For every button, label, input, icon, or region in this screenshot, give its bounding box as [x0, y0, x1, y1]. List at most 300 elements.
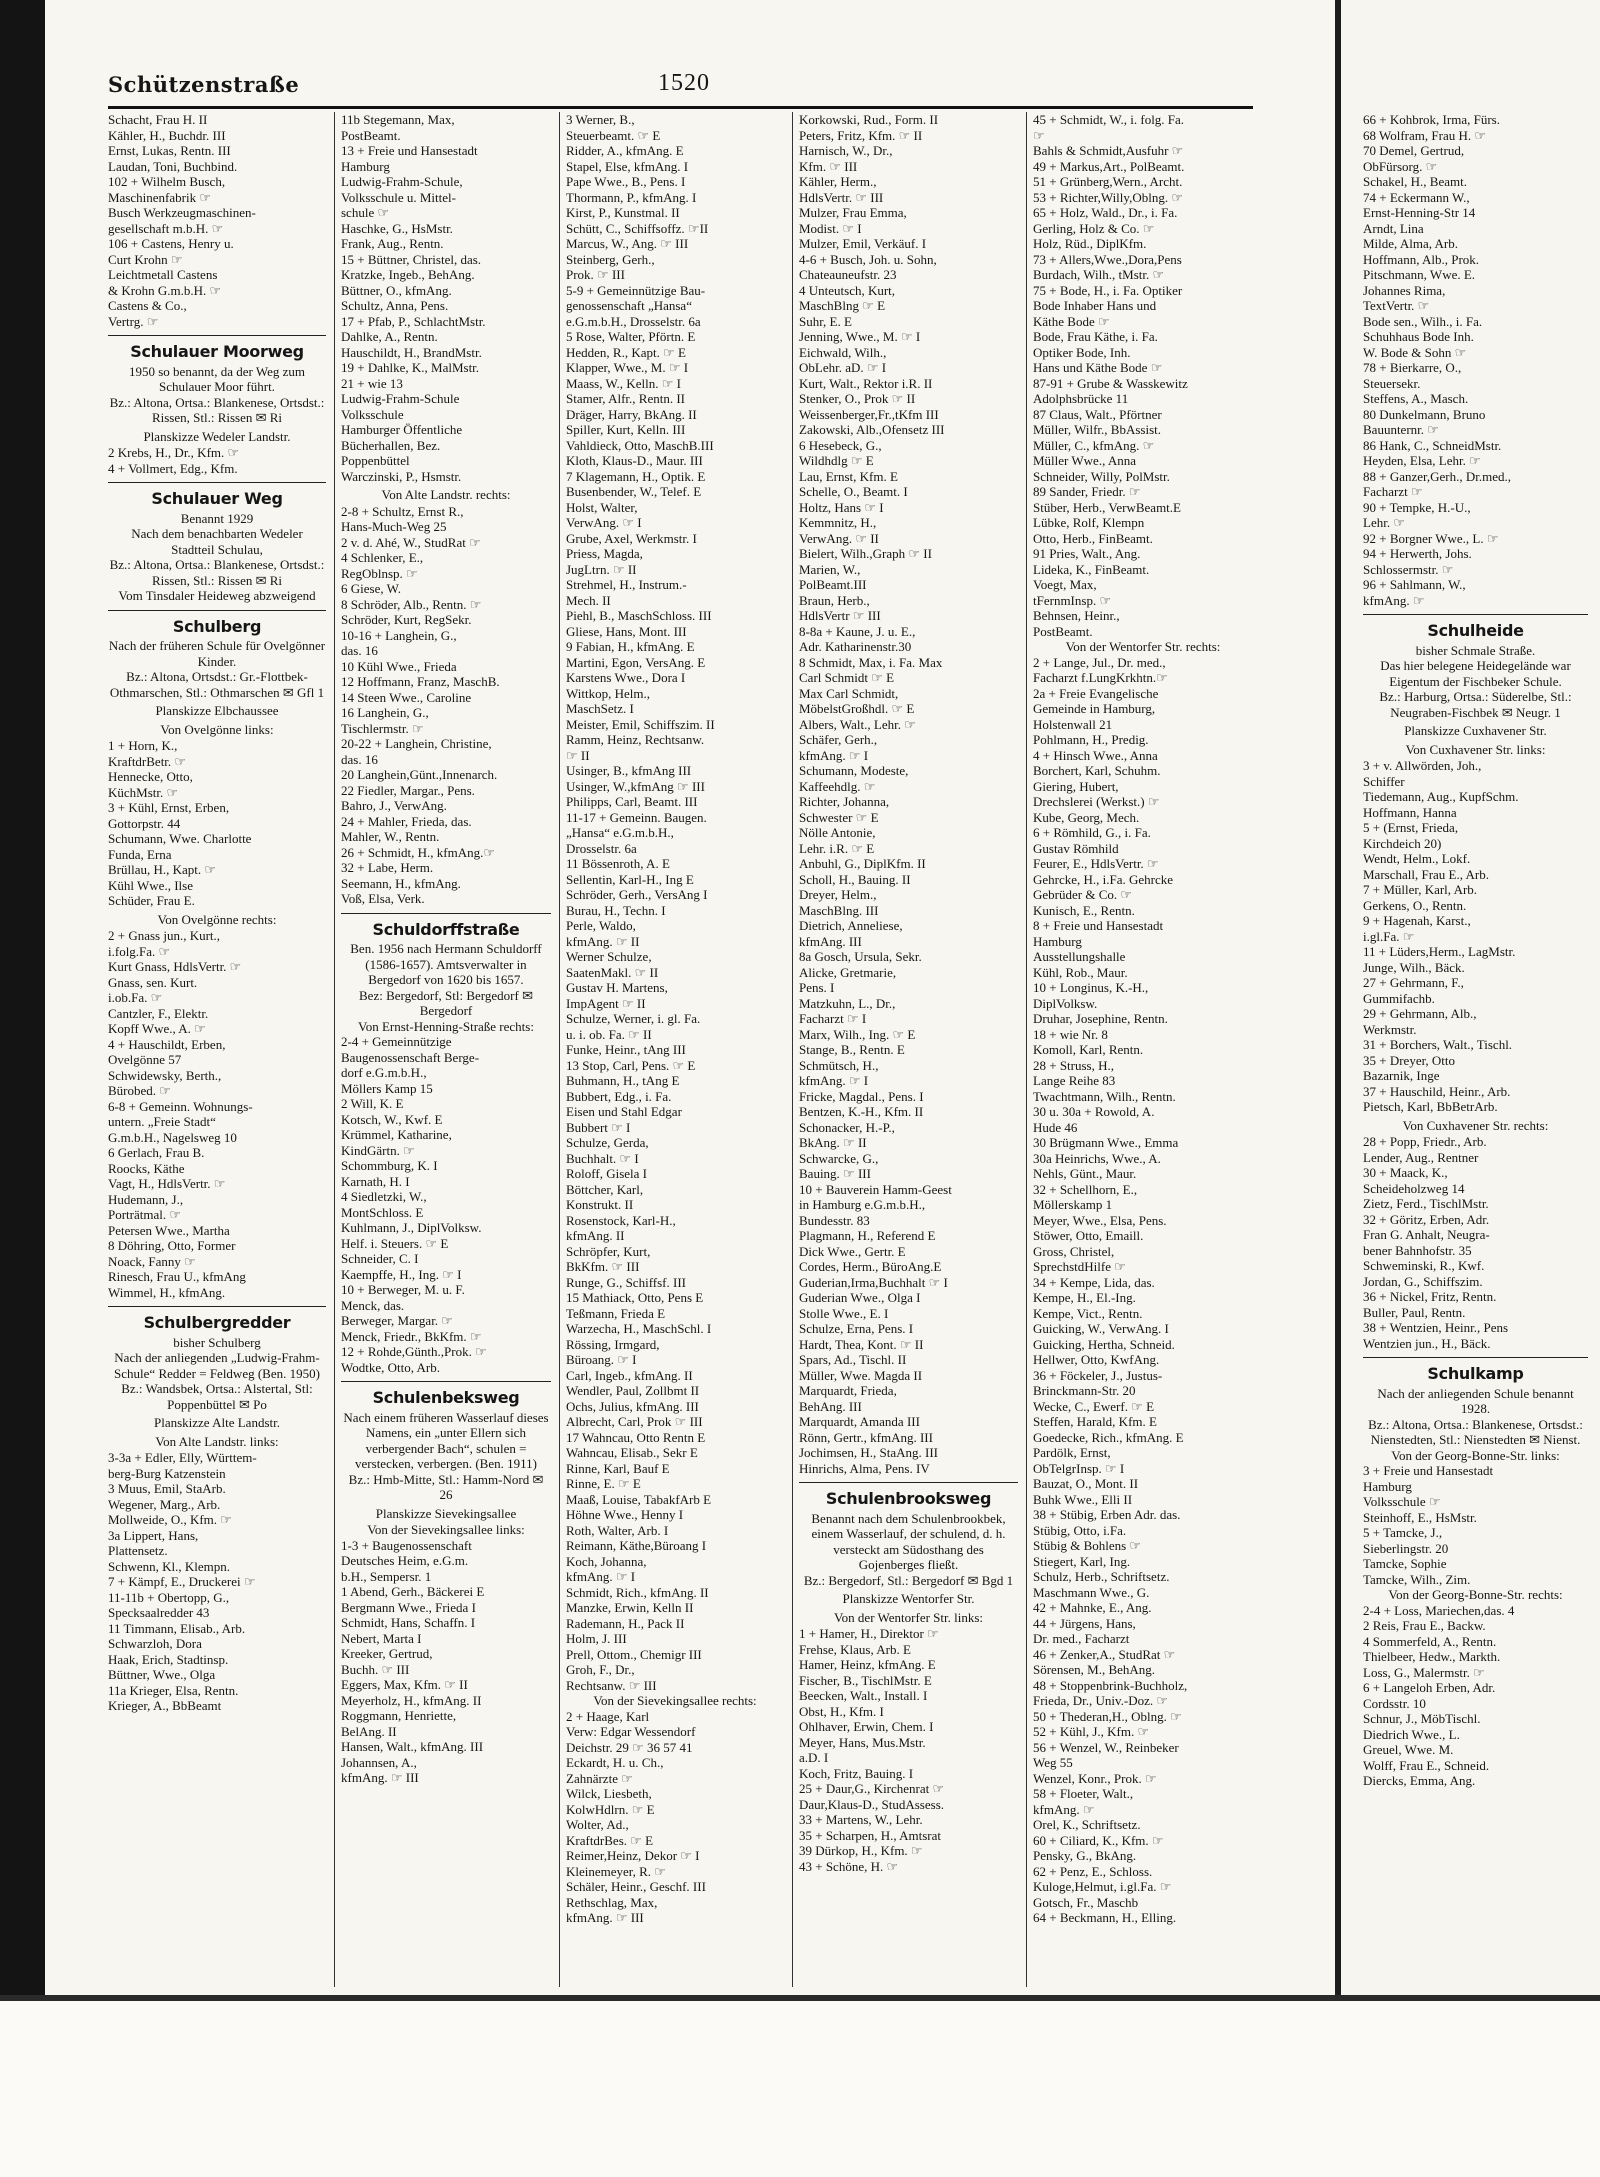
entry-line: Kreeker, Gertrud,	[341, 1646, 433, 1661]
entry-line: Seemann, H., kfmAng.	[341, 875, 461, 891]
entry-line: ObFürsorg. ☞	[1363, 158, 1438, 174]
street-description: Das hier belegene Heidegelände war Eigentum der Fischbeker Schule.	[1380, 658, 1571, 689]
entry-line: 25 + Daur,G., Kirchenrat ☞	[799, 1781, 945, 1796]
entry-line: Verw: Edgar Wessendorf	[566, 1724, 696, 1739]
entry-line: Kotsch, W., Kwf. E	[341, 1111, 443, 1127]
entry-line: BehAng. III	[799, 1398, 862, 1414]
entry-line: 74 + Eckermann W.,	[1363, 189, 1470, 205]
directory-columns	[108, 112, 1253, 1987]
entry-line: Adolphsbrücke 11	[1033, 391, 1129, 406]
entry-line: Werner Schulze,	[566, 949, 652, 964]
entry-line: Albers, Walt., Lehr. ☞	[799, 716, 916, 732]
entry-line: Volksschule ☞	[1363, 1494, 1441, 1509]
entry-line: Martini, Egon, VersAng. E	[566, 654, 706, 670]
entry-line: 13 + Freie und Hansestadt	[341, 143, 478, 158]
entry-line: Schultz, Anna, Pens.	[341, 298, 449, 313]
entry-line: Rinne, E. ☞ E	[566, 1476, 641, 1491]
street-heading: Schulenbeksweg	[341, 1381, 551, 1410]
entry-line: Wolter, Ad.,	[566, 1817, 629, 1832]
entry-line: ☞	[1033, 127, 1045, 143]
entry-line: Ovelgönne 57	[108, 1052, 182, 1067]
entry-line: 89 Sander, Friedr. ☞	[1033, 484, 1141, 499]
entry-line: Schelle, O., Beamt. I	[799, 484, 908, 499]
street-description: Benannt 1929	[180, 510, 254, 526]
entry-line: Gliese, Hans, Mont. III	[566, 623, 687, 639]
entry-line: 15 + Büttner, Christel, das.	[341, 251, 482, 267]
entry-line: i.ob.Fa. ☞	[108, 990, 163, 1005]
entry-line: 2 Will, K. E	[341, 1096, 404, 1111]
entry-line: Hamer, Heinz, kfmAng. E	[799, 1657, 936, 1672]
entry-line: Rosenstock, Karl-H.,	[566, 1212, 676, 1228]
entry-line: kfmAng. ☞ III	[341, 1770, 419, 1785]
entry-line: Korkowski, Rud., Form. II	[799, 112, 939, 127]
entry-line: 38 + Stübig, Erben Adr. das.	[1033, 1507, 1181, 1522]
entry-line: Büttner, O., kfmAng.	[341, 282, 452, 298]
entry-line: Schuhhaus Bode Inh.	[1363, 329, 1474, 344]
entry-line: Twachtmann, Wilh., Rentn.	[1033, 1088, 1176, 1104]
entry-line: Spiller, Kurt, Kelln. III	[566, 422, 686, 437]
street-description: Nach der anliegenden „Ludwig-Frahm-Schule“ Redder = Feldweg (Ben. 1950)	[114, 1350, 320, 1381]
entry-line: Holst, Walter,	[566, 499, 638, 515]
entry-line: Wimmel, H., kfmAng.	[108, 1284, 226, 1300]
entry-line: Bundesstr. 83	[799, 1212, 870, 1228]
entry-line: Wegener, Marg., Arb.	[108, 1496, 221, 1512]
entry-line: MaschSetz. I	[566, 701, 634, 716]
page-header	[108, 70, 1253, 109]
entry-line: Dahlke, A., Rentn.	[341, 329, 438, 344]
entry-line: kfmAng. ☞ II	[566, 933, 640, 949]
entry-line: Frehse, Klaus, Arb. E	[799, 1641, 911, 1657]
entry-line: kfmAng. II	[566, 1228, 625, 1243]
entry-line: Prell, Ottom., Chemigr III	[566, 1646, 702, 1662]
entry-line: 11b Stegemann, Max,	[341, 112, 455, 127]
entry-line: Pardölk, Ernst,	[1033, 1445, 1111, 1460]
entry-line: Funke, Heinr., tAng III	[566, 1042, 686, 1057]
entry-line: Harnisch, W., Dr.,	[799, 143, 893, 158]
entry-line: Volksschule u. Mittel-	[341, 189, 456, 205]
entry-line: 45 + Schmidt, W., i. folg. Fa.	[1033, 112, 1185, 127]
entry-line: Stolle Wwe., E. I	[799, 1305, 889, 1321]
entry-line: Gummifachb.	[1363, 990, 1435, 1006]
entry-line: Büroang. ☞ I	[566, 1352, 637, 1367]
entry-line: Gerling, Holz & Co. ☞	[1033, 220, 1155, 236]
entry-line: 42 + Mahnke, E., Ang.	[1033, 1600, 1152, 1615]
section-label: Von Cuxhavener Str. rechts:	[1402, 1117, 1549, 1133]
entry-line: 4 Siedletzki, W.,	[341, 1189, 427, 1204]
entry-line: 2 Krebs, H., Dr., Kfm. ☞	[108, 445, 240, 460]
entry-line: Schommburg, K. I	[341, 1158, 438, 1173]
entry-line: Wendt, Helm., Lokf.	[1363, 851, 1471, 866]
entry-line: Deichstr. 29 ☞ 36 57 41	[566, 1739, 693, 1755]
entry-line: 28 + Popp, Friedr., Arb.	[1363, 1134, 1487, 1149]
entry-line: e.G.m.b.H., Drosselstr. 6a	[566, 313, 701, 329]
entry-line: 88 + Ganzer,Gerh., Dr.med.,	[1363, 468, 1511, 484]
entry-line: Warczinski, P., Hsmstr.	[341, 468, 462, 484]
entry-line: Voegt, Max,	[1033, 577, 1097, 592]
entry-line: Maschinenfabrik ☞	[108, 189, 211, 205]
header-street-name: Schützenstraße	[108, 72, 300, 97]
entry-line: Goedecke, Rich., kfmAng. E	[1033, 1429, 1184, 1445]
entry-line: Gottorpstr. 44	[108, 815, 181, 831]
entry-line: Hedden, R., Kapt. ☞ E	[566, 344, 686, 360]
entry-line: Karstens Wwe., Dora I	[566, 670, 686, 685]
entry-line: Albrecht, Carl, Prok ☞ III	[566, 1414, 703, 1429]
entry-line: Bergmann Wwe., Frieda I	[341, 1599, 476, 1615]
entry-line: Ausstellungshalle	[1033, 949, 1126, 964]
entry-line: Castens & Co.,	[108, 298, 187, 313]
entry-line: 102 + Wilhelm Busch,	[108, 174, 226, 189]
entry-line: Koch, Fritz, Bauing. I	[799, 1765, 914, 1781]
entry-line: Facharzt f.LungKrkhtn.☞	[1033, 670, 1168, 685]
entry-line: Busch Werkzeugmaschinen-	[108, 205, 256, 220]
entry-line: ObTelgrInsp. ☞ I	[1033, 1460, 1125, 1476]
entry-line: 87 Claus, Walt., Pförtner	[1033, 406, 1162, 422]
entry-line: MöbelstGroßhdl. ☞ E	[799, 701, 915, 716]
street-heading: Schulauer Moorweg	[108, 335, 326, 364]
entry-line: Wodtke, Otto, Arb.	[341, 1359, 440, 1375]
entry-line: Bauing. ☞ III	[799, 1166, 871, 1181]
entry-line: Wittkop, Helm.,	[566, 685, 650, 701]
scan-black-edge	[0, 0, 45, 2000]
entry-line: Gebrüder & Co. ☞	[1033, 887, 1133, 902]
entry-line: 20-22 + Langhein, Christine,	[341, 736, 492, 751]
entry-line: 5 Rose, Walter, Pförtn. E	[566, 329, 696, 344]
entry-line: Höhne Wwe., Henny I	[566, 1507, 684, 1522]
entry-line: 28 + Struss, H.,	[1033, 1057, 1115, 1073]
entry-line: 2-8 + Schultz, Ernst R.,	[341, 503, 464, 519]
entry-line: Schwenn, Kl., Klempn.	[108, 1558, 231, 1574]
entry-line: Roth, Walter, Arb. I	[566, 1522, 669, 1538]
entry-line: Konstrukt. II	[566, 1197, 634, 1212]
entry-line: 36 + Nickel, Fritz, Rentn.	[1363, 1289, 1497, 1304]
street-heading: Schulbergredder	[108, 1306, 326, 1335]
entry-line: 2-4 + Gemeinnützige	[341, 1034, 452, 1049]
street-description: Von der Georg-Bonne-Str. rechts:	[1388, 1587, 1563, 1602]
entry-line: Hellwer, Otto, KwfAng.	[1033, 1352, 1160, 1367]
entry-line: Schulze, Erna, Pens. I	[799, 1321, 914, 1336]
entry-line: Facharzt ☞ I	[799, 1011, 867, 1026]
entry-line: 11-11b + Obertopp, G.,	[108, 1589, 230, 1605]
entry-line: Schlossermstr. ☞	[1363, 561, 1454, 577]
entry-line: Bücherhallen, Bez.	[341, 437, 441, 453]
street-description: Bz.: Altona, Ortsa.: Blankenese, Ortsdst.: Rissen, Stl.: Rissen ✉ Ri	[109, 394, 325, 425]
entry-line: kfmAng. ☞ III	[566, 1910, 644, 1925]
entry-line: 2-4 + Loss, Mariechen,das. 4	[1363, 1602, 1515, 1618]
entry-line: 3 + Kühl, Ernst, Erben,	[108, 800, 230, 815]
entry-line: Pens. I	[799, 980, 835, 995]
entry-line: Baugenossenschaft Berge-	[341, 1049, 480, 1065]
entry-line: 1 Abend, Gerh., Bäckerei E	[341, 1584, 485, 1599]
entry-line: Buhk Wwe., Elli II	[1033, 1491, 1133, 1507]
entry-line: Feurer, E., HdlsVertr. ☞	[1033, 856, 1159, 871]
entry-line: Plattensetz.	[108, 1543, 168, 1558]
entry-line: a.D. I	[799, 1750, 829, 1765]
entry-line: KolwHdlrn. ☞ E	[566, 1801, 655, 1817]
entry-line: 22 Fiedler, Margar., Pens.	[341, 782, 475, 798]
entry-line: 3 Werner, B.,	[566, 112, 635, 127]
entry-line: MontSchloss. E	[341, 1204, 424, 1220]
entry-line: 65 + Holz, Wald., Dr., i. Fa.	[1033, 205, 1178, 220]
entry-line: 30 u. 30a + Rowold, A.	[1033, 1104, 1155, 1119]
entry-line: Hoffmann, Hanna	[1363, 804, 1457, 820]
entry-line: Wenzel, Konr., Prok. ☞	[1033, 1770, 1157, 1786]
entry-line: Facharzt ☞	[1363, 484, 1423, 499]
entry-line: Kunisch, E., Rentn.	[1033, 902, 1135, 918]
entry-line: 10-16 + Langhein, G.,	[341, 627, 457, 643]
entry-line: VerwAng. ☞ I	[566, 515, 642, 530]
entry-line: Guderian Wwe., Olga I	[799, 1290, 921, 1305]
entry-line: dorf e.G.m.b.H.,	[341, 1065, 427, 1080]
entry-line: i.gl.Fa. ☞	[1363, 928, 1415, 944]
entry-line: Marx, Wilh., Ing. ☞ E	[799, 1026, 916, 1042]
entry-line: Kfm. ☞ III	[799, 158, 858, 174]
entry-line: i.folg.Fa. ☞	[108, 943, 171, 959]
entry-line: Grube, Axel, Werkmstr. I	[566, 530, 697, 546]
entry-line: Schüder, Frau E.	[108, 893, 195, 908]
entry-line: Nölle Antonie,	[799, 825, 876, 840]
entry-line: 14 Steen Wwe., Caroline	[341, 689, 472, 705]
entry-line: Bazarnik, Inge	[1363, 1068, 1440, 1083]
entry-line: Reimer,Heinz, Dekor ☞ I	[566, 1848, 700, 1863]
entry-line: Zahnärzte ☞	[566, 1770, 633, 1786]
entry-line: 6 Hesebeck, G.,	[799, 437, 882, 453]
entry-line: 11 Timmann, Elisab., Arb.	[108, 1620, 246, 1636]
entry-line: 2 + Lange, Jul., Dr. med.,	[1033, 654, 1166, 670]
entry-line: Piehl, B., MaschSchloss. III	[566, 608, 712, 623]
street-description: Vom Tinsdaler Heideweg abzweigend	[118, 588, 316, 603]
entry-line: Dietrich, Anneliese,	[799, 918, 903, 933]
entry-line: Menck, Friedr., BkKfm. ☞	[341, 1328, 482, 1344]
entry-line: Hoffmann, Alb., Prok.	[1363, 251, 1480, 267]
entry-line: Cordes, Herm., BüroAng.E	[799, 1259, 942, 1274]
street-description: Benannt nach dem Schulenbrookbek, einem Wasserlauf, der schulend, d. h. versteckt am Südosthang des Gojenberges fließt.	[811, 1510, 1006, 1572]
entry-line: Koch, Johanna,	[566, 1553, 647, 1569]
entry-line: Menck, das.	[341, 1297, 405, 1313]
entry-line: 21 + wie 13	[341, 375, 403, 391]
entry-line: Gustav Römhild	[1033, 840, 1119, 856]
street-description: Bz.: Wandsbek, Ortsa.: Alstertal, Stl: Poppenbüttel ✉ Po	[121, 1381, 313, 1412]
entry-line: Kratzke, Ingeb., BehAng.	[341, 267, 475, 282]
entry-line: 2 v. d. Ahé, W., StudRat ☞	[341, 534, 481, 550]
section-label: Planskizze Wentorfer Str.	[842, 1591, 975, 1606]
entry-line: SprechstdHilfe ☞	[1033, 1259, 1126, 1274]
entry-line: Vertrg. ☞	[108, 313, 159, 329]
entry-line: Kähler, Herm.,	[799, 174, 877, 189]
entry-line: Bürobed. ☞	[108, 1083, 171, 1098]
entry-line: Dräger, Harry, BkAng. II	[566, 406, 697, 422]
entry-line: Bode, Frau Käthe, i. Fa.	[1033, 329, 1158, 344]
entry-line: Volksschule	[341, 406, 404, 422]
entry-line: 7 Klagemann, H., Optik. E	[566, 468, 706, 484]
entry-line: ☞ II	[566, 747, 590, 763]
section-label: Planskizze Cuxhavener Str.	[1404, 723, 1547, 738]
entry-line: Thormann, P., kfmAng. I	[566, 189, 697, 205]
entry-line: Peters, Fritz, Kfm. ☞ II	[799, 127, 923, 143]
entry-line: Schmidt, Rich., kfmAng. II	[566, 1584, 709, 1600]
entry-line: Böttcher, Karl,	[566, 1181, 644, 1197]
entry-line: Marquardt, Frieda,	[799, 1383, 897, 1398]
entry-line: Rethschlag, Max,	[566, 1894, 658, 1910]
entry-line: Bode sen., Wilh., i. Fa.	[1363, 313, 1483, 329]
entry-line: BelAng. II	[341, 1723, 397, 1739]
entry-line: MaschBlng. III	[799, 902, 879, 918]
page-number: 1520	[658, 70, 710, 96]
entry-line: Voß, Elsa, Verk.	[341, 891, 425, 906]
street-heading: Schulkamp	[1363, 1357, 1588, 1386]
entry-line: 4 Unteutsch, Kurt,	[799, 282, 896, 298]
entry-line: ObLehr. aD. ☞ I	[799, 360, 887, 375]
entry-line: Schneider, C. I	[341, 1251, 419, 1266]
entry-line: Gustav H. Martens,	[566, 980, 668, 995]
entry-line: 32 + Göritz, Erben, Adr.	[1363, 1211, 1490, 1227]
entry-line: 30 + Maack, K.,	[1363, 1165, 1448, 1180]
entry-line: Bauzat, O., Mont. II	[1033, 1476, 1139, 1491]
adjacent-page	[1335, 0, 1600, 1995]
entry-line: 37 + Hauschild, Heinr., Arb.	[1363, 1083, 1511, 1099]
entry-line: Schweminski, R., Kwf.	[1363, 1258, 1485, 1273]
entry-line: Spars, Ad., Tischl. II	[799, 1352, 907, 1367]
entry-line: Greuel, Wwe. M.	[1363, 1742, 1454, 1757]
entry-line: das. 16	[341, 643, 378, 658]
entry-line: Guicking, Hertha, Schneid.	[1033, 1336, 1175, 1352]
entry-line: 9 Fabian, H., kfmAng. E	[566, 639, 695, 654]
entry-line: Burdach, Wilh., tMstr. ☞	[1033, 267, 1165, 282]
entry-line: Bahro, J., VerwAng.	[341, 798, 447, 813]
section-label: Planskizze Wedeler Landstr.	[143, 428, 291, 444]
entry-line: Lender, Aug., Rentner	[1363, 1149, 1479, 1165]
entry-line: Tamcke, Sophie	[1363, 1556, 1447, 1571]
street-description: Bz.: Harburg, Ortsa.: Süderelbe, Stl.: Neugraben-Fischbek ✉ Neugr. 1	[1379, 689, 1572, 720]
entry-line: Kemmnitz, H.,	[799, 515, 877, 530]
entry-line: 17 Wahncau, Otto Rentn E	[566, 1429, 706, 1445]
entry-line: Steuerbeamt. ☞ E	[566, 127, 661, 143]
entry-line: Richter, Johanna,	[799, 794, 890, 809]
entry-line: Noack, Fanny ☞	[108, 1253, 196, 1269]
entry-line: kfmAng. ☞ I	[566, 1569, 636, 1584]
entry-line: Johannsen, A.,	[341, 1754, 417, 1770]
entry-line: 8-8a + Kaune, J. u. E.,	[799, 623, 916, 639]
entry-line: KüchMstr. ☞	[108, 784, 179, 800]
entry-line: 30a Heinrichs, Wwe., A.	[1033, 1150, 1161, 1166]
entry-line: Hude 46	[1033, 1119, 1078, 1135]
entry-line: in Hamburg e.G.m.b.H.,	[799, 1197, 926, 1212]
entry-line: Brüllau, H., Kapt. ☞	[108, 862, 217, 877]
entry-line: Stöwer, Otto, Emaill.	[1033, 1228, 1144, 1243]
entry-line: 73 + Allers,Wwe.,Dora,Pens	[1033, 251, 1182, 267]
entry-line: Eckardt, H. u. Ch.,	[566, 1755, 664, 1770]
entry-line: 20 Langhein,Günt.,Innenarch.	[341, 767, 498, 782]
entry-line: Eisen und Stahl Edgar	[566, 1104, 682, 1119]
entry-line: Schröpfer, Kurt,	[566, 1243, 651, 1259]
entry-line: Möllers Kamp 15	[341, 1080, 433, 1096]
section-label: Von Alte Landstr. links:	[155, 1433, 279, 1449]
street-description: Von der Sievekingsallee rechts:	[593, 1693, 757, 1708]
entry-line: Kube, Georg, Mech.	[1033, 809, 1140, 825]
entry-line: kfmAng. ☞	[1363, 592, 1425, 608]
entry-line: Hennecke, Otto,	[108, 769, 193, 784]
entry-line: 17 + Pfab, P., SchlachtMstr.	[341, 313, 486, 329]
entry-line: 5-9 + Gemeinnützige Bau-	[566, 282, 706, 298]
entry-line: Ludwig-Frahm-Schule	[341, 391, 460, 406]
entry-line: Poppenbüttel	[341, 453, 410, 468]
column-2	[334, 112, 551, 1987]
entry-line: Gehrcke, H., i.Fa. Gehrcke	[1033, 871, 1174, 887]
street-description: Bz.: Bergedorf, Stl.: Bergedorf ✉ Bgd 1	[803, 1572, 1014, 1588]
entry-line: Sörensen, M., BehAng.	[1033, 1662, 1156, 1677]
entry-line: Thielbeer, Hedw., Markth.	[1363, 1649, 1501, 1664]
entry-line: Pohlmann, H., Predig.	[1033, 732, 1149, 747]
entry-line: Loss, G., Malermstr. ☞	[1363, 1664, 1485, 1680]
entry-line: Kempe, H., El.-Ing.	[1033, 1290, 1136, 1305]
entry-line: Steffen, Harald, Kfm. E	[1033, 1414, 1157, 1429]
entry-line: Holtz, Hans ☞ I	[799, 499, 884, 515]
entry-line: Kaffeehdlg. ☞	[799, 778, 876, 794]
entry-line: 11 Bössenroth, A. E	[566, 856, 670, 871]
street-heading: Schuldorffstraße	[341, 913, 551, 942]
entry-line: Mulzer, Emil, Verkäuf. I	[799, 236, 927, 251]
entry-line: Guderian,Irma,Buchhalt ☞ I	[799, 1274, 948, 1290]
entry-line: Philipps, Carl, Beamt. III	[566, 794, 698, 809]
entry-line: Tiedemann, Aug., KupfSchm.	[1363, 789, 1519, 804]
entry-line: 2 Reis, Frau E., Backw.	[1363, 1618, 1486, 1633]
street-description: Von der Sievekingsallee links:	[367, 1522, 525, 1537]
entry-line: 64 + Beckmann, H., Elling.	[1033, 1910, 1177, 1925]
entry-line: Hans und Käthe Bode ☞	[1033, 360, 1163, 375]
entry-line: Hans-Much-Weg 25	[341, 519, 447, 534]
entry-line: 35 + Dreyer, Otto	[1363, 1052, 1456, 1068]
entry-line: Hudemann, J.,	[108, 1191, 184, 1207]
entry-line: Alicke, Gretmarie,	[799, 964, 897, 980]
section-label: Von Ovelgönne links:	[160, 721, 274, 737]
entry-line: Büttner, Wwe., Olga	[108, 1667, 216, 1682]
entry-line: Hansen, Walt., kfmAng. III	[341, 1739, 484, 1754]
entry-line: 87-91 + Grube & Wasskewitz	[1033, 375, 1188, 391]
entry-line: Kloth, Klaus-D., Maur. III	[566, 453, 703, 468]
entry-line: Anbuhl, G., DiplKfm. II	[799, 856, 926, 871]
entry-line: Wendler, Paul, Zollbmt II	[566, 1383, 700, 1398]
entry-line: Lideka, K., FinBeamt.	[1033, 561, 1150, 577]
entry-line: 44 + Jürgens, Hans,	[1033, 1615, 1136, 1631]
entry-line: Meyer, Hans, Mus.Mstr.	[799, 1734, 926, 1750]
entry-line: 106 + Castens, Henry u.	[108, 236, 234, 251]
entry-line: Porträtmal. ☞	[108, 1207, 182, 1222]
entry-line: Schwidewsky, Berth.,	[108, 1067, 222, 1083]
street-description: Nach dem benachbarten Wedeler Stadtteil Schulau,	[131, 526, 303, 557]
entry-line: Bubbert ☞ I	[566, 1119, 631, 1135]
entry-line: Müller, C., kfmAng. ☞	[1033, 437, 1155, 453]
entry-line: Bahls & Schmidt,Ausfuhr ☞	[1033, 143, 1184, 158]
entry-line: 4 Schlenker, E.,	[341, 550, 424, 565]
entry-line: Warzecha, H., MaschSchl. I	[566, 1321, 712, 1336]
entry-line: Lehr. ☞	[1363, 515, 1405, 530]
entry-line: Kopff Wwe., A. ☞	[108, 1021, 206, 1036]
entry-line: Stiegert, Karl, Ing.	[1033, 1553, 1131, 1569]
entry-line: 29 + Gehrmann, Alb.,	[1363, 1006, 1477, 1021]
entry-line: Stüber, Herb., VerwBeamt.E	[1033, 499, 1181, 515]
entry-line: 96 + Sahlmann, W.,	[1363, 577, 1466, 592]
entry-line: Steffens, A., Masch.	[1363, 391, 1469, 406]
entry-line: SaatenMakl. ☞ II	[566, 964, 659, 980]
entry-line: Zietz, Ferd., TischlMstr.	[1363, 1196, 1489, 1211]
entry-line: 53 + Richter,Willy,Oblng. ☞	[1033, 189, 1183, 205]
entry-line: 7 + Müller, Karl, Arb.	[1363, 882, 1478, 897]
entry-line: 7 + Kämpf, E., Druckerei ☞	[108, 1574, 256, 1589]
entry-line: BkKfm. ☞ III	[566, 1259, 640, 1274]
entry-line: Groh, F., Dr.,	[566, 1662, 635, 1677]
street-heading: Schulberg	[108, 610, 326, 639]
entry-line: Bentzen, K.-H., Kfm. II	[799, 1104, 924, 1119]
entry-line: 78 + Bierkarre, O.,	[1363, 360, 1462, 375]
